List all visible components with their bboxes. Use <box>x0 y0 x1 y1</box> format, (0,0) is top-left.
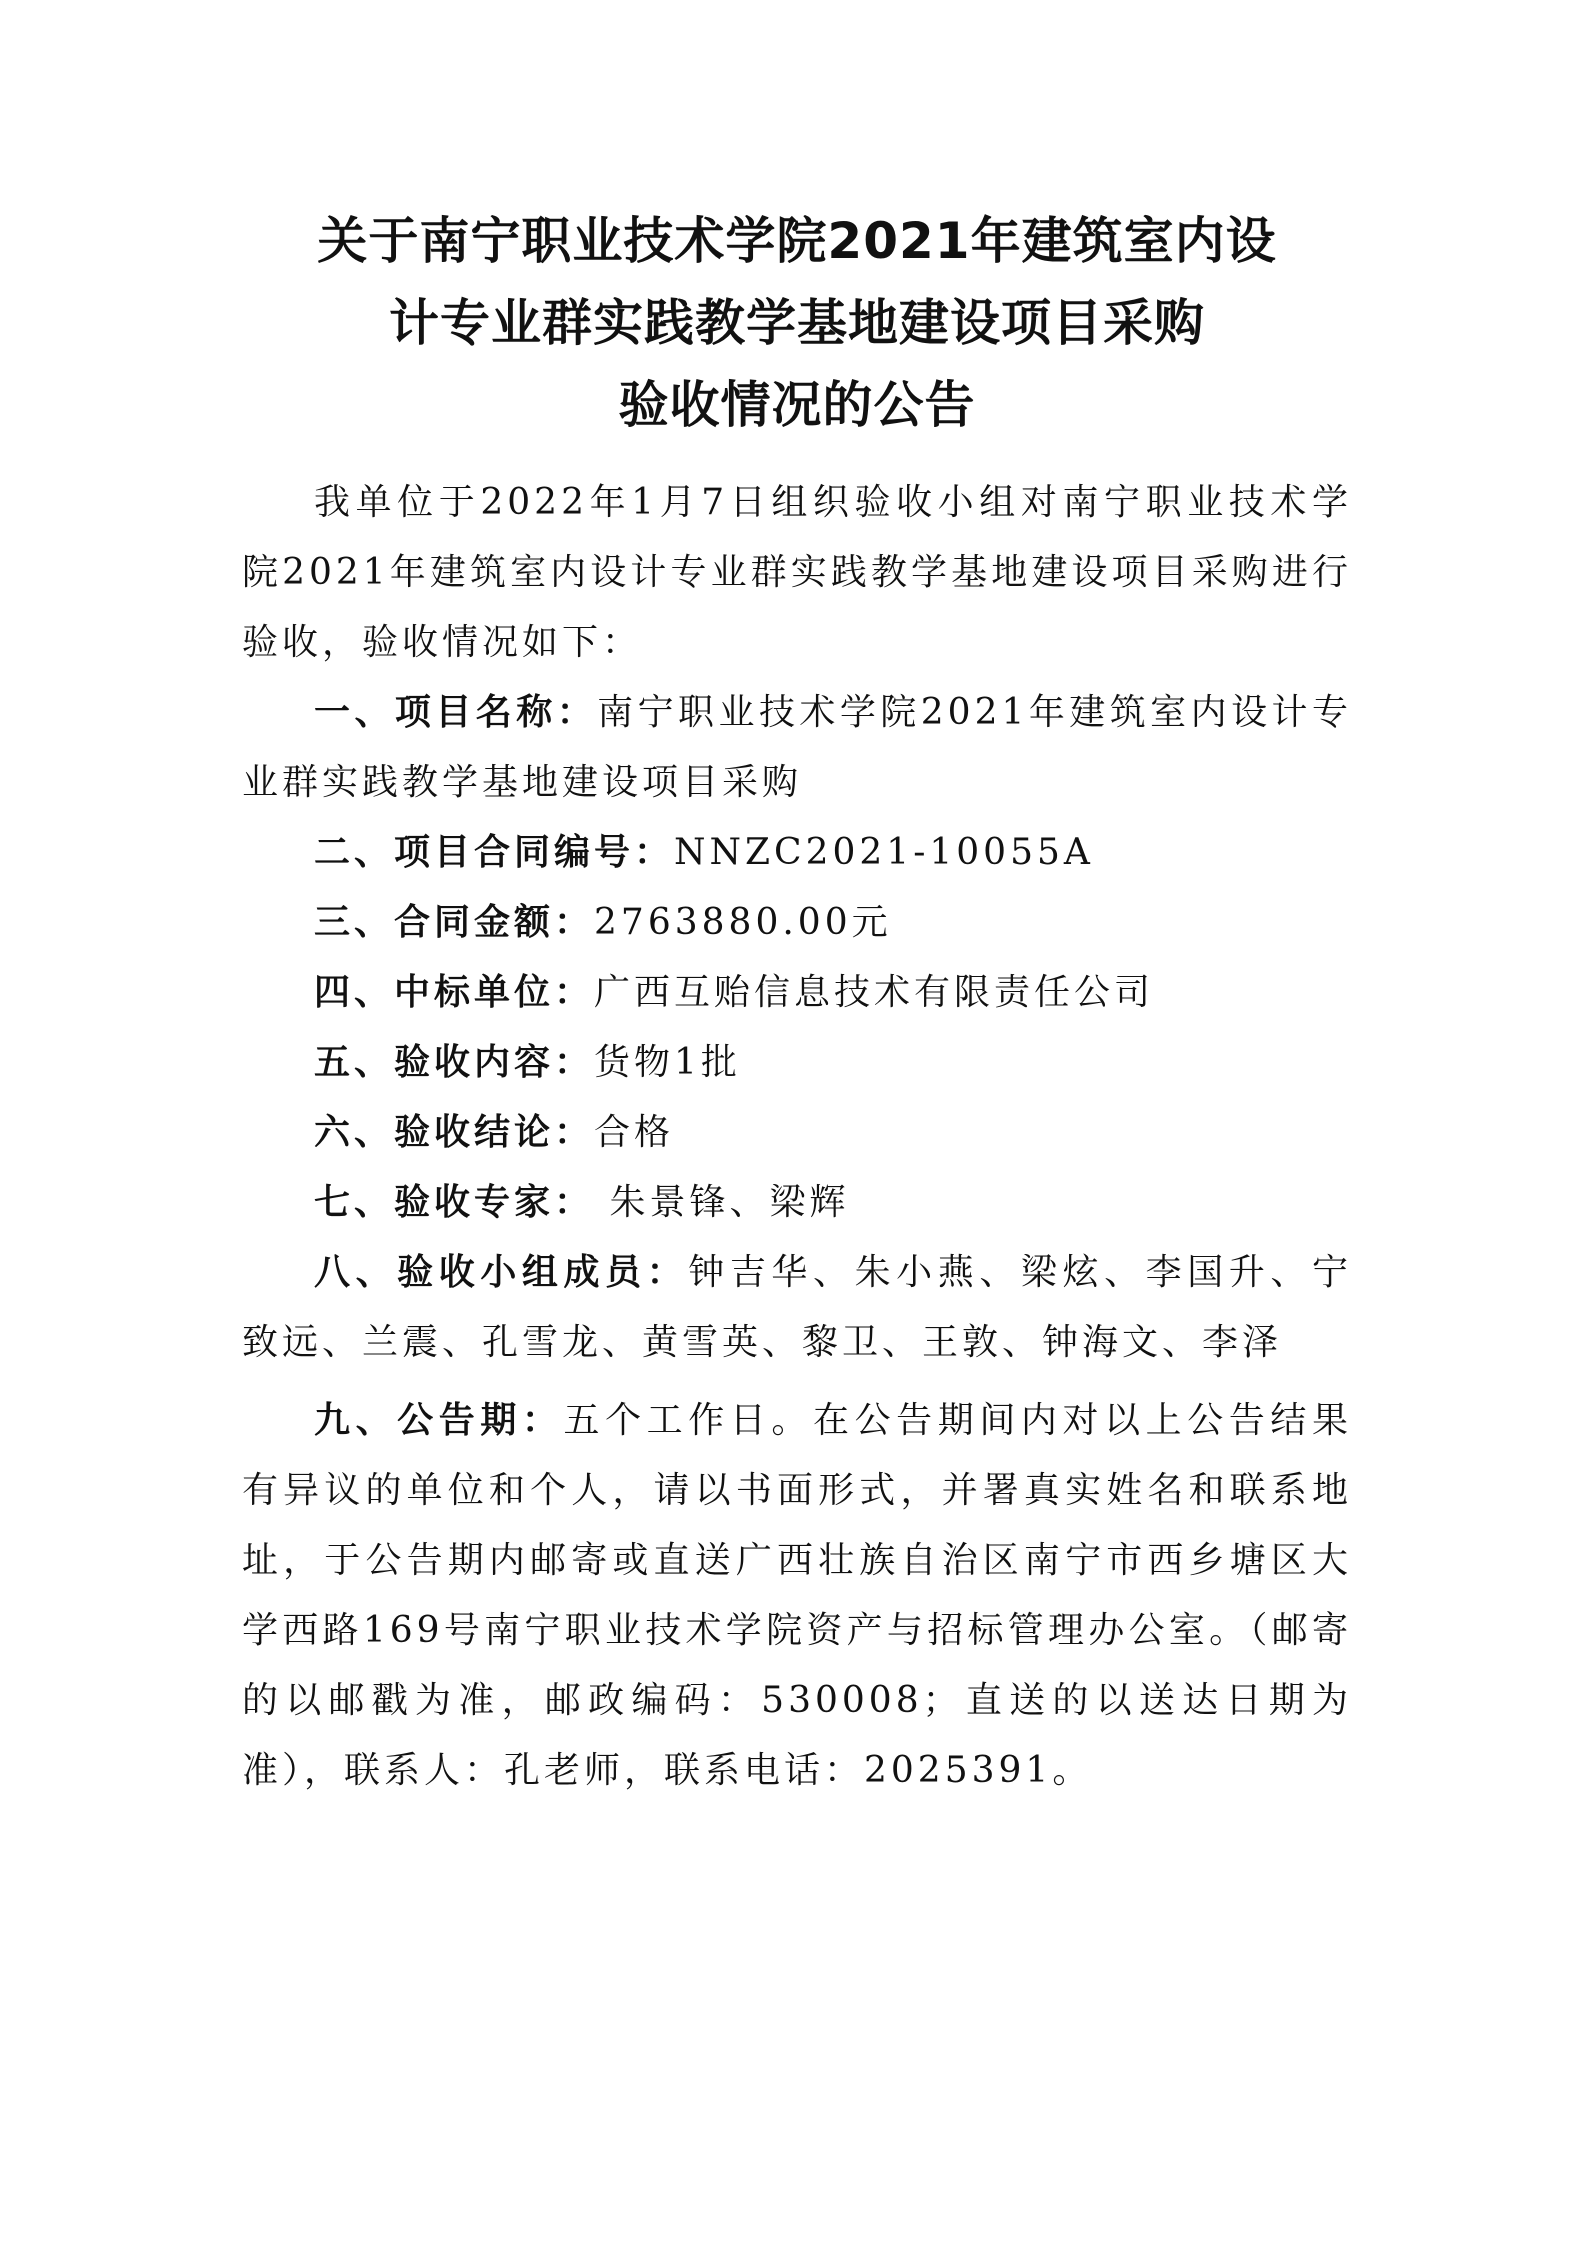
item-value: 合格 <box>594 1112 675 1153</box>
item-value: 货物1批 <box>594 1042 741 1083</box>
title-line-3: 验收情况的公告 <box>618 376 976 434</box>
item-value: 南宁职业技术学院2021年建筑室内设计专业群实践教学基地建设项目采购 <box>242 692 1352 803</box>
document-page <box>242 200 1352 1806</box>
item-label: 四、中标单位： <box>314 972 595 1013</box>
item-label: 二、项目合同编号： <box>314 832 675 873</box>
item-acceptance-content <box>242 1028 1352 1098</box>
item-contract-number <box>242 818 1352 888</box>
item-acceptance-conclusion <box>242 1098 1352 1168</box>
item-project-name <box>242 678 1352 818</box>
item-acceptance-experts <box>242 1168 1352 1238</box>
item-label: 八、验收小组成员： <box>314 1252 689 1293</box>
item-label: 七、验收专家： <box>314 1182 595 1223</box>
item-announcement-period <box>242 1386 1352 1806</box>
intro-paragraph: 我单位于2022年1月7日组织验收小组对南宁职业技术学院2021年建筑室内设计专业群实践教学基地建设项目采购进行验收，验收情况如下： <box>242 482 1352 663</box>
document-title <box>242 200 1352 446</box>
item-contract-amount <box>242 888 1352 958</box>
item-label: 一、项目名称： <box>314 692 598 733</box>
item-value: 朱景锋、梁辉 <box>594 1182 850 1223</box>
item-value: 2763880.00元 <box>594 902 892 943</box>
item-acceptance-team <box>242 1238 1352 1378</box>
item-value: 钟吉华、朱小燕、梁炫、李国升、宁致远、兰震、孔雪龙、黄雪英、黎卫、王敦、钟海文、李泽 <box>242 1252 1352 1363</box>
item-winning-bidder <box>242 958 1352 1028</box>
item-label: 九、公告期： <box>314 1400 564 1441</box>
item-label: 三、合同金额： <box>314 902 595 943</box>
item-label: 五、验收内容： <box>314 1042 595 1083</box>
spacer <box>242 1378 1352 1386</box>
title-line-1: 关于南宁职业技术学院2021年建筑室内设 <box>317 212 1277 270</box>
item-label: 六、验收结论： <box>314 1112 595 1153</box>
item-value: NNZC2021-10055A <box>674 832 1094 873</box>
item-value: 广西互贻信息技术有限责任公司 <box>594 972 1155 1013</box>
item-value: 五个工作日。在公告期间内对以上公告结果有异议的单位和个人，请以书面形式，并署真实姓名和联系地址，于公告期内邮寄或直送广西壮族自治区南宁市西乡塘区大学西路169号南宁职业技术学院资产与招标管理办公室。（邮寄的以邮戳为准，邮政编码：530008；直送的以送达日期为准），联系人：孔老师，联系电话：2025391。 <box>242 1400 1352 1791</box>
title-line-2: 计专业群实践教学基地建设项目采购 <box>389 294 1205 352</box>
